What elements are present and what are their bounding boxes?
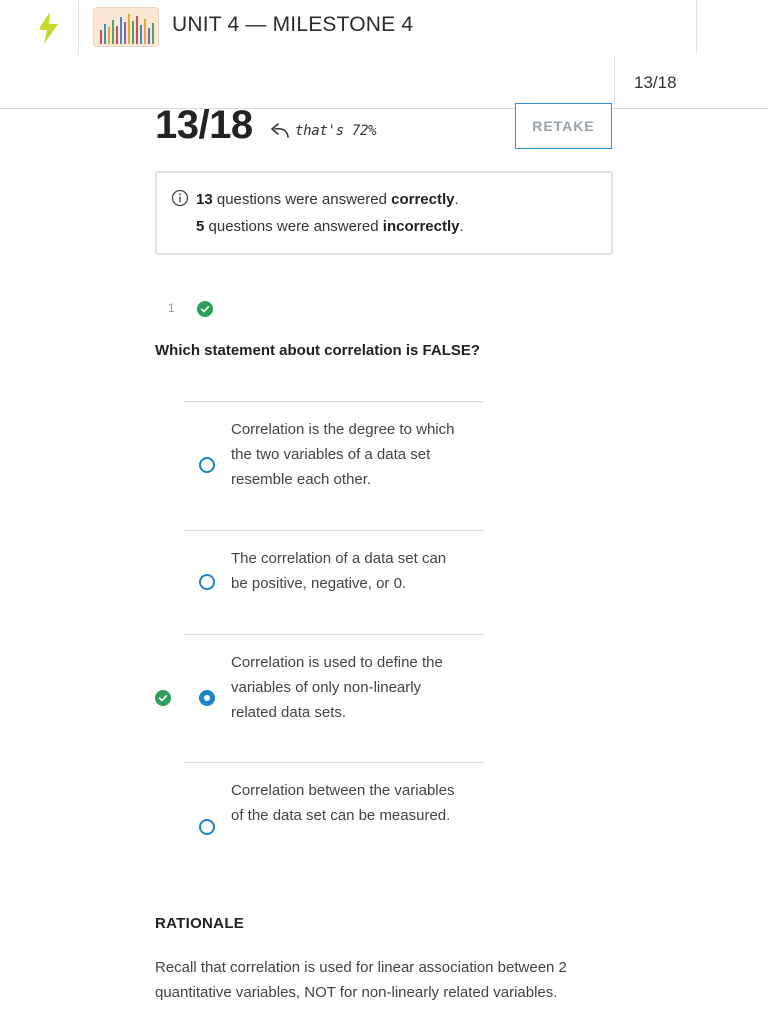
option-radio-4[interactable] bbox=[199, 819, 215, 835]
header-bottom-border bbox=[0, 108, 768, 109]
rationale-title: RATIONALE bbox=[155, 915, 245, 932]
option-text-3[interactable]: Correlation is used to define the variables of only non-linearly related data sets. bbox=[231, 654, 443, 721]
correct-summary-text: questions were answered bbox=[212, 191, 392, 208]
correct-word: correctly bbox=[391, 191, 455, 208]
sophia-logo-icon[interactable] bbox=[34, 11, 62, 45]
option-divider bbox=[184, 762, 484, 763]
question-number: 1 bbox=[168, 301, 175, 315]
option-text-4[interactable]: Correlation between the variables of the data set can be measured. bbox=[231, 782, 455, 824]
incorrect-summary-line bbox=[196, 218, 464, 235]
incorrect-summary-text: questions were answered bbox=[204, 218, 383, 235]
info-icon bbox=[171, 189, 189, 207]
option-radio-2[interactable] bbox=[199, 574, 215, 590]
check-circle-icon bbox=[197, 301, 213, 317]
check-circle-icon bbox=[155, 690, 171, 706]
top-header bbox=[0, 0, 768, 55]
correct-summary-line bbox=[196, 191, 459, 208]
option-radio-3-selected[interactable] bbox=[199, 690, 215, 706]
percent-note: that's 72% bbox=[295, 123, 377, 139]
header-divider bbox=[614, 55, 615, 109]
retake-button[interactable]: RETAKE bbox=[515, 103, 612, 149]
curved-arrow-icon bbox=[270, 122, 290, 140]
incorrect-word: incorrectly bbox=[382, 218, 460, 235]
correct-summary-period: . bbox=[454, 191, 459, 208]
option-text-1[interactable]: Correlation is the degree to which the two variables of a data set resemble each other. bbox=[231, 421, 455, 488]
option-text-2[interactable]: The correlation of a data set can be positive, negative, or 0. bbox=[231, 550, 447, 592]
header-divider bbox=[78, 0, 79, 55]
score-indicator: 13/18 bbox=[634, 73, 677, 92]
question-text: Which statement about correlation is FALSE? bbox=[155, 342, 481, 359]
correct-count: 13 bbox=[196, 191, 213, 208]
results-summary bbox=[155, 171, 613, 255]
score-value: 13/18 bbox=[155, 103, 253, 147]
option-radio-1[interactable] bbox=[199, 457, 215, 473]
unit-title: UNIT 4 — MILESTONE 4 bbox=[172, 13, 414, 36]
option-divider bbox=[184, 401, 484, 402]
incorrect-count: 5 bbox=[196, 218, 205, 235]
option-divider bbox=[184, 530, 484, 531]
incorrect-summary-period: . bbox=[459, 218, 464, 235]
header-divider bbox=[696, 0, 697, 54]
bar-chart-thumbnail-icon bbox=[93, 7, 159, 47]
rationale-text: Recall that correlation is used for linear association between 2 quantitative variables, NOT for non-linearly related variables. bbox=[155, 959, 567, 1001]
option-divider bbox=[184, 634, 484, 635]
